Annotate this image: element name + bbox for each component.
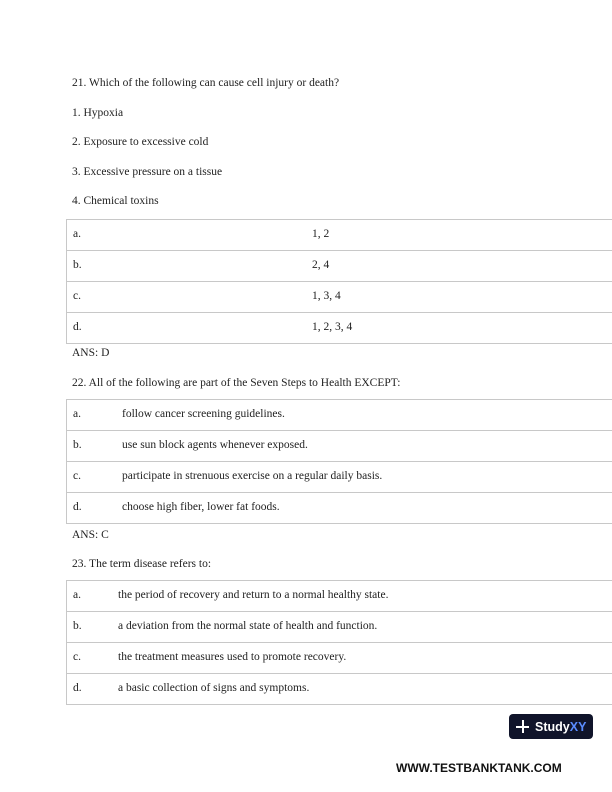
option-letter: d. (73, 321, 82, 333)
statement-3: 3. Excessive pressure on a tissue (72, 166, 223, 178)
options-table-21 (66, 219, 612, 344)
option-letter: b. (73, 620, 82, 632)
option-text: choose high fiber, lower fat foods. (122, 501, 280, 513)
option-row (66, 400, 612, 431)
statement-2: 2. Exposure to excessive cold (72, 136, 209, 148)
option-row (66, 282, 612, 313)
option-text: 1, 2 (312, 228, 330, 240)
answer-22: ANS: C (72, 529, 109, 541)
option-row (66, 462, 612, 493)
option-letter: c. (73, 651, 81, 663)
option-text: participate in strenuous exercise on a regular daily basis. (122, 470, 383, 482)
options-table-22 (66, 399, 612, 524)
option-row (66, 581, 612, 612)
badge-study-text: Study (535, 719, 570, 734)
answer-21: ANS: D (72, 347, 110, 359)
option-letter: b. (73, 439, 82, 451)
option-letter: a. (73, 408, 81, 420)
option-row (66, 612, 612, 643)
option-text: 1, 2, 3, 4 (312, 321, 353, 333)
studyxy-badge[interactable] (509, 714, 593, 739)
option-text: a basic collection of signs and symptoms. (118, 682, 310, 694)
plus-icon (516, 720, 529, 733)
option-row (66, 251, 612, 282)
question-22-text: 22. All of the following are part of the Seven Steps to Health EXCEPT: (72, 377, 401, 389)
statement-4: 4. Chemical toxins (72, 195, 159, 207)
footer-website: WWW.TESTBANKTANK.COM (396, 761, 562, 775)
question-23-text: 23. The term disease refers to: (72, 558, 212, 570)
option-letter: a. (73, 589, 81, 601)
option-row (66, 674, 612, 705)
option-letter: d. (73, 682, 82, 694)
badge-xy-text: XY (569, 719, 587, 734)
option-row (66, 643, 612, 674)
question-21-text: 21. Which of the following can cause cell injury or death? (72, 77, 340, 89)
option-letter: c. (73, 470, 81, 482)
option-text: follow cancer screening guidelines. (122, 408, 285, 420)
option-letter: d. (73, 501, 82, 513)
option-text: the treatment measures used to promote recovery. (118, 651, 347, 663)
option-text: a deviation from the normal state of health and function. (118, 620, 378, 632)
option-letter: b. (73, 259, 82, 271)
options-table-23 (66, 580, 612, 705)
option-text: use sun block agents whenever exposed. (122, 439, 308, 451)
option-letter: c. (73, 290, 81, 302)
option-row (66, 431, 612, 462)
option-row (66, 493, 612, 524)
option-row (66, 313, 612, 344)
statement-1: 1. Hypoxia (72, 107, 124, 119)
option-text: 2, 4 (312, 259, 330, 271)
option-text: the period of recovery and return to a normal healthy state. (118, 589, 389, 601)
option-text: 1, 3, 4 (312, 290, 341, 302)
option-row (66, 220, 612, 251)
option-letter: a. (73, 228, 81, 240)
